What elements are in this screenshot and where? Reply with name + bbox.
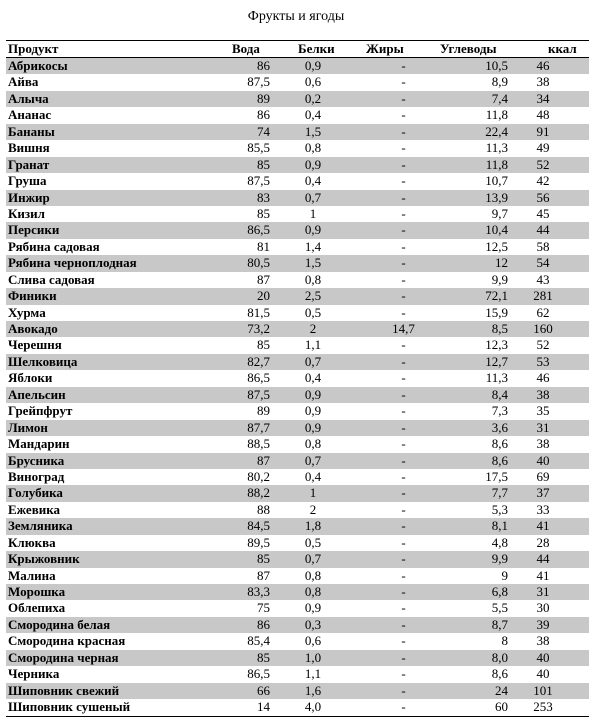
cell-kcal: 37 bbox=[536, 485, 550, 501]
cell-fat: - bbox=[401, 682, 406, 698]
cell-carbs: 9 bbox=[501, 567, 508, 583]
cell-carbs: 11,3 bbox=[485, 370, 508, 386]
cell-carbs: 10,4 bbox=[485, 222, 508, 238]
cell-product: Шиповник свежий bbox=[8, 682, 120, 698]
cell-water: 88,5 bbox=[247, 436, 270, 452]
cell-product: Смородина красная bbox=[8, 633, 126, 649]
cell-kcal: 40 bbox=[536, 452, 550, 468]
cell-fat: - bbox=[401, 468, 406, 484]
cell-protein: 0,9 bbox=[304, 403, 322, 419]
cell-product: Виноград bbox=[8, 468, 65, 484]
cell-carbs: 5,5 bbox=[491, 600, 508, 616]
cell-carbs: 72,1 bbox=[485, 288, 508, 304]
cell-carbs: 4,8 bbox=[491, 534, 508, 550]
cell-carbs: 9,9 bbox=[491, 271, 508, 287]
cell-product: Лимон bbox=[8, 419, 48, 435]
cell-kcal: 101 bbox=[533, 682, 553, 698]
cell-protein: 1,1 bbox=[304, 337, 322, 353]
cell-kcal: 40 bbox=[536, 666, 550, 682]
cell-kcal: 31 bbox=[536, 584, 550, 599]
cell-fat: - bbox=[401, 501, 406, 517]
cell-protein: 4,0 bbox=[304, 699, 322, 715]
cell-kcal: 281 bbox=[533, 288, 553, 304]
table-row bbox=[6, 600, 589, 616]
cell-carbs: 11,3 bbox=[485, 140, 508, 156]
cell-protein: 1 bbox=[309, 205, 317, 221]
cell-kcal: 39 bbox=[536, 616, 550, 632]
table-row bbox=[6, 305, 589, 321]
cell-kcal: 44 bbox=[536, 222, 550, 238]
cell-water: 86,5 bbox=[247, 370, 270, 386]
cell-water: 86 bbox=[257, 107, 270, 123]
cell-kcal: 52 bbox=[536, 337, 550, 353]
table-row bbox=[6, 436, 589, 452]
cell-kcal: 38 bbox=[536, 386, 550, 402]
cell-protein: 0,9 bbox=[304, 222, 322, 238]
cell-product: Клюква bbox=[8, 534, 56, 550]
table-row bbox=[6, 107, 589, 123]
table-row bbox=[6, 617, 589, 633]
cell-protein: 1,5 bbox=[304, 123, 322, 139]
cell-water: 14 bbox=[257, 699, 270, 715]
column-header-kcal: ккал bbox=[548, 41, 577, 56]
cell-fat: - bbox=[401, 90, 406, 106]
cell-carbs: 12,3 bbox=[485, 337, 508, 353]
cell-product: Слива садовая bbox=[8, 271, 95, 287]
table-row bbox=[6, 699, 589, 715]
table-row bbox=[6, 321, 589, 337]
cell-carbs: 12 bbox=[495, 255, 508, 271]
cell-product: Ежевика bbox=[8, 501, 60, 517]
cell-product: Малина bbox=[8, 567, 56, 583]
cell-water: 89,5 bbox=[247, 534, 270, 550]
cell-carbs: 24 bbox=[495, 682, 508, 698]
cell-water: 83 bbox=[257, 189, 270, 205]
cell-water: 87 bbox=[257, 567, 270, 583]
table-row bbox=[6, 453, 589, 469]
cell-water: 86 bbox=[257, 616, 270, 632]
cell-product: Смородина белая bbox=[8, 616, 111, 632]
cell-fat: - bbox=[401, 238, 406, 254]
cell-kcal: 40 bbox=[536, 649, 550, 665]
cell-protein: 0,6 bbox=[304, 74, 322, 90]
cell-kcal: 38 bbox=[536, 633, 550, 649]
cell-kcal: 42 bbox=[536, 173, 550, 189]
cell-product: Грейпфрут bbox=[8, 403, 73, 419]
cell-protein: 0,9 bbox=[304, 419, 322, 435]
cell-fat: - bbox=[401, 518, 406, 534]
cell-carbs: 22,4 bbox=[485, 123, 508, 139]
cell-product: Рябина садовая bbox=[8, 238, 100, 254]
cell-kcal: 38 bbox=[536, 74, 550, 90]
cell-water: 85 bbox=[257, 649, 270, 665]
nutrition-table bbox=[6, 40, 589, 717]
table-row bbox=[6, 650, 589, 666]
cell-water: 85 bbox=[257, 156, 270, 172]
cell-fat: - bbox=[401, 74, 406, 90]
cell-kcal: 31 bbox=[536, 419, 550, 435]
cell-water: 73,2 bbox=[247, 321, 270, 336]
cell-product: Мандарин bbox=[8, 436, 70, 452]
cell-carbs: 8,6 bbox=[491, 436, 508, 452]
table-row bbox=[6, 469, 589, 485]
cell-fat: - bbox=[401, 403, 406, 419]
cell-carbs: 7,3 bbox=[491, 403, 508, 419]
cell-fat: - bbox=[401, 58, 406, 73]
cell-fat: - bbox=[401, 205, 406, 221]
cell-water: 85,4 bbox=[247, 633, 270, 649]
cell-water: 87,7 bbox=[247, 419, 270, 435]
cell-water: 81,5 bbox=[247, 304, 270, 320]
cell-fat: - bbox=[401, 534, 406, 550]
cell-fat: - bbox=[401, 271, 406, 287]
cell-product: Гранат bbox=[8, 156, 50, 172]
cell-carbs: 8,6 bbox=[491, 452, 508, 468]
table-row bbox=[6, 518, 589, 534]
cell-kcal: 46 bbox=[536, 58, 550, 73]
cell-kcal: 41 bbox=[536, 567, 550, 583]
cell-carbs: 15,9 bbox=[485, 304, 508, 320]
cell-kcal: 91 bbox=[536, 123, 550, 139]
cell-carbs: 8,6 bbox=[491, 666, 508, 682]
cell-kcal: 53 bbox=[536, 353, 550, 369]
cell-water: 80,5 bbox=[247, 255, 270, 271]
cell-product: Алыча bbox=[8, 90, 49, 106]
cell-fat: - bbox=[401, 189, 406, 205]
table-row bbox=[6, 74, 589, 90]
cell-carbs: 6,8 bbox=[491, 584, 508, 599]
cell-carbs: 8,4 bbox=[491, 386, 508, 402]
cell-fat: - bbox=[401, 353, 406, 369]
cell-fat: - bbox=[401, 140, 406, 156]
cell-product: Морошка bbox=[8, 584, 66, 599]
table-row bbox=[6, 403, 589, 419]
cell-fat: 14,7 bbox=[392, 321, 415, 336]
column-header-carbs: Углеводы bbox=[440, 41, 497, 56]
cell-kcal: 56 bbox=[536, 189, 550, 205]
cell-kcal: 28 bbox=[536, 534, 550, 550]
cell-protein: 0,8 bbox=[304, 271, 322, 287]
cell-fat: - bbox=[401, 419, 406, 435]
cell-carbs: 11,8 bbox=[485, 107, 508, 123]
cell-protein: 0,4 bbox=[304, 173, 322, 189]
cell-protein: 0,6 bbox=[304, 633, 322, 649]
cell-protein: 0,5 bbox=[304, 304, 322, 320]
cell-carbs: 9,9 bbox=[491, 551, 508, 567]
cell-product: Шиповник сушеный bbox=[8, 699, 131, 715]
cell-product: Апельсин bbox=[8, 386, 66, 402]
cell-water: 66 bbox=[257, 682, 270, 698]
cell-carbs: 13,9 bbox=[485, 189, 508, 205]
cell-carbs: 8,1 bbox=[491, 518, 508, 534]
cell-water: 85,5 bbox=[247, 140, 270, 156]
cell-water: 85 bbox=[257, 551, 270, 567]
cell-protein: 0,4 bbox=[304, 468, 322, 484]
cell-carbs: 7,7 bbox=[491, 485, 508, 501]
cell-fat: - bbox=[401, 666, 406, 682]
table-row bbox=[6, 206, 589, 222]
table-row bbox=[6, 485, 589, 501]
column-header-product: Продукт bbox=[8, 41, 59, 56]
cell-protein: 1,8 bbox=[304, 518, 322, 534]
cell-protein: 1,5 bbox=[304, 255, 322, 271]
cell-carbs: 9,7 bbox=[491, 205, 508, 221]
cell-water: 89 bbox=[257, 403, 270, 419]
cell-product: Черника bbox=[8, 666, 60, 682]
cell-protein: 0,9 bbox=[304, 156, 322, 172]
column-header-water: Вода bbox=[232, 41, 260, 56]
cell-kcal: 35 bbox=[536, 403, 550, 419]
cell-protein: 0,3 bbox=[304, 616, 322, 632]
cell-fat: - bbox=[401, 699, 406, 715]
cell-protein: 0,8 bbox=[304, 567, 322, 583]
cell-protein: 1,6 bbox=[304, 682, 322, 698]
cell-kcal: 253 bbox=[533, 699, 553, 715]
table-row bbox=[6, 222, 589, 238]
cell-protein: 0,9 bbox=[304, 386, 322, 402]
cell-kcal: 33 bbox=[536, 501, 550, 517]
table-header-row bbox=[6, 41, 589, 58]
cell-carbs: 11,8 bbox=[485, 156, 508, 172]
table-row bbox=[6, 683, 589, 699]
cell-product: Айва bbox=[8, 74, 39, 90]
cell-carbs: 10,5 bbox=[485, 58, 508, 73]
cell-product: Бананы bbox=[8, 123, 55, 139]
table-row bbox=[6, 239, 589, 255]
cell-product: Персики bbox=[8, 222, 60, 238]
table-row bbox=[6, 551, 589, 567]
cell-fat: - bbox=[401, 584, 406, 599]
table-row bbox=[6, 157, 589, 173]
cell-fat: - bbox=[401, 600, 406, 616]
cell-protein: 0,8 bbox=[304, 140, 322, 156]
cell-protein: 1,1 bbox=[304, 666, 322, 682]
cell-water: 84,5 bbox=[247, 518, 270, 534]
cell-kcal: 69 bbox=[536, 468, 550, 484]
cell-protein: 0,4 bbox=[304, 370, 322, 386]
cell-product: Яблоки bbox=[8, 370, 53, 386]
cell-kcal: 43 bbox=[536, 271, 550, 287]
column-header-protein: Белки bbox=[298, 41, 335, 56]
cell-product: Рябина черноплодная bbox=[8, 255, 137, 271]
cell-product: Земляника bbox=[8, 518, 73, 534]
cell-kcal: 48 bbox=[536, 107, 550, 123]
cell-carbs: 8 bbox=[501, 633, 508, 649]
cell-protein: 2 bbox=[309, 321, 317, 336]
cell-kcal: 54 bbox=[536, 255, 550, 271]
table-row bbox=[6, 535, 589, 551]
cell-fat: - bbox=[401, 156, 406, 172]
cell-protein: 1 bbox=[309, 485, 317, 501]
cell-carbs: 8,9 bbox=[491, 74, 508, 90]
table-row bbox=[6, 140, 589, 156]
cell-fat: - bbox=[401, 485, 406, 501]
cell-kcal: 52 bbox=[536, 156, 550, 172]
cell-protein: 2 bbox=[309, 501, 317, 517]
table-row bbox=[6, 370, 589, 386]
cell-carbs: 12,5 bbox=[485, 238, 508, 254]
cell-protein: 1,4 bbox=[304, 238, 322, 254]
table-row bbox=[6, 124, 589, 140]
cell-kcal: 49 bbox=[536, 140, 550, 156]
cell-kcal: 34 bbox=[536, 90, 550, 106]
cell-protein: 2,5 bbox=[304, 288, 322, 304]
cell-fat: - bbox=[401, 616, 406, 632]
cell-water: 82,7 bbox=[247, 353, 270, 369]
cell-kcal: 45 bbox=[536, 205, 550, 221]
cell-protein: 0,7 bbox=[304, 189, 322, 205]
cell-carbs: 60 bbox=[495, 699, 508, 715]
cell-product: Брусника bbox=[8, 452, 65, 468]
cell-fat: - bbox=[401, 452, 406, 468]
table-row bbox=[6, 173, 589, 189]
cell-kcal: 62 bbox=[536, 304, 550, 320]
cell-fat: - bbox=[401, 370, 406, 386]
cell-carbs: 8,7 bbox=[491, 616, 508, 632]
cell-kcal: 46 bbox=[536, 370, 550, 386]
cell-protein: 0,4 bbox=[304, 107, 322, 123]
cell-protein: 0,5 bbox=[304, 534, 322, 550]
cell-water: 88,2 bbox=[247, 485, 270, 501]
cell-water: 86,5 bbox=[247, 222, 270, 238]
cell-carbs: 5,3 bbox=[491, 501, 508, 517]
cell-fat: - bbox=[401, 107, 406, 123]
cell-water: 86,5 bbox=[247, 666, 270, 682]
cell-water: 89 bbox=[257, 90, 270, 106]
cell-fat: - bbox=[401, 123, 406, 139]
column-header-fat: Жиры bbox=[366, 41, 404, 56]
table-row bbox=[6, 420, 589, 436]
cell-product: Инжир bbox=[8, 189, 50, 205]
cell-water: 85 bbox=[257, 337, 270, 353]
cell-product: Облепиха bbox=[8, 600, 66, 616]
cell-product: Финики bbox=[8, 288, 57, 304]
table-row bbox=[6, 91, 589, 107]
cell-water: 86 bbox=[257, 58, 270, 73]
cell-fat: - bbox=[401, 386, 406, 402]
cell-product: Смородина черная bbox=[8, 649, 119, 665]
cell-protein: 0,2 bbox=[304, 90, 322, 106]
cell-carbs: 3,6 bbox=[491, 419, 508, 435]
cell-carbs: 10,7 bbox=[485, 173, 508, 189]
cell-protein: 0,7 bbox=[304, 551, 322, 567]
cell-protein: 0,7 bbox=[304, 353, 322, 369]
cell-product: Абрикосы bbox=[8, 58, 68, 73]
cell-product: Груша bbox=[8, 173, 47, 189]
cell-product: Крыжовник bbox=[8, 551, 80, 567]
cell-fat: - bbox=[401, 222, 406, 238]
table-row bbox=[6, 58, 589, 74]
cell-fat: - bbox=[401, 649, 406, 665]
page-title: Фрукты и ягоды bbox=[247, 9, 345, 24]
table-row bbox=[6, 633, 589, 649]
cell-kcal: 58 bbox=[536, 238, 550, 254]
cell-protein: 0,8 bbox=[304, 436, 322, 452]
cell-water: 81 bbox=[257, 238, 270, 254]
cell-product: Хурма bbox=[8, 304, 46, 320]
cell-product: Авокадо bbox=[8, 321, 58, 336]
cell-carbs: 8,0 bbox=[491, 649, 508, 665]
cell-kcal: 41 bbox=[536, 518, 550, 534]
cell-fat: - bbox=[401, 255, 406, 271]
table-row bbox=[6, 666, 589, 682]
cell-fat: - bbox=[401, 633, 406, 649]
cell-fat: - bbox=[401, 551, 406, 567]
table-row bbox=[6, 288, 589, 304]
table-row bbox=[6, 354, 589, 370]
cell-fat: - bbox=[401, 288, 406, 304]
cell-fat: - bbox=[401, 173, 406, 189]
table-row bbox=[6, 190, 589, 206]
cell-kcal: 30 bbox=[536, 600, 550, 616]
cell-water: 88 bbox=[257, 501, 270, 517]
cell-product: Голубика bbox=[8, 485, 63, 501]
cell-product: Кизил bbox=[8, 205, 45, 221]
table-row bbox=[6, 337, 589, 353]
cell-water: 85 bbox=[257, 205, 270, 221]
cell-water: 80,2 bbox=[247, 468, 270, 484]
cell-carbs: 12,7 bbox=[485, 353, 508, 369]
cell-water: 20 bbox=[257, 288, 270, 304]
cell-water: 87,5 bbox=[247, 74, 270, 90]
cell-protein: 0,8 bbox=[304, 584, 322, 599]
cell-fat: - bbox=[401, 304, 406, 320]
cell-carbs: 8,5 bbox=[491, 321, 508, 336]
table-row bbox=[6, 387, 589, 403]
cell-fat: - bbox=[401, 337, 406, 353]
cell-protein: 0,7 bbox=[304, 452, 322, 468]
cell-product: Вишня bbox=[8, 140, 50, 156]
cell-kcal: 160 bbox=[533, 321, 553, 336]
table-row bbox=[6, 502, 589, 518]
cell-carbs: 7,4 bbox=[491, 90, 508, 106]
table-body bbox=[6, 58, 589, 716]
cell-water: 87 bbox=[257, 452, 270, 468]
cell-product: Шелковица bbox=[8, 353, 78, 369]
cell-kcal: 44 bbox=[536, 551, 550, 567]
cell-water: 87 bbox=[257, 271, 270, 287]
cell-product: Ананас bbox=[8, 107, 52, 123]
cell-fat: - bbox=[401, 436, 406, 452]
cell-carbs: 17,5 bbox=[485, 468, 508, 484]
table-row bbox=[6, 584, 589, 600]
cell-protein: 0,9 bbox=[304, 58, 322, 73]
cell-protein: 0,9 bbox=[304, 600, 322, 616]
cell-water: 74 bbox=[257, 123, 270, 139]
cell-water: 87,5 bbox=[247, 173, 270, 189]
cell-water: 87,5 bbox=[247, 386, 270, 402]
cell-fat: - bbox=[401, 567, 406, 583]
cell-kcal: 38 bbox=[536, 436, 550, 452]
cell-water: 83,3 bbox=[247, 584, 270, 599]
cell-protein: 1,0 bbox=[304, 649, 322, 665]
cell-product: Черешня bbox=[8, 337, 62, 353]
cell-water: 75 bbox=[257, 600, 270, 616]
table-row bbox=[6, 568, 589, 584]
table-row bbox=[6, 272, 589, 288]
table-row bbox=[6, 255, 589, 271]
